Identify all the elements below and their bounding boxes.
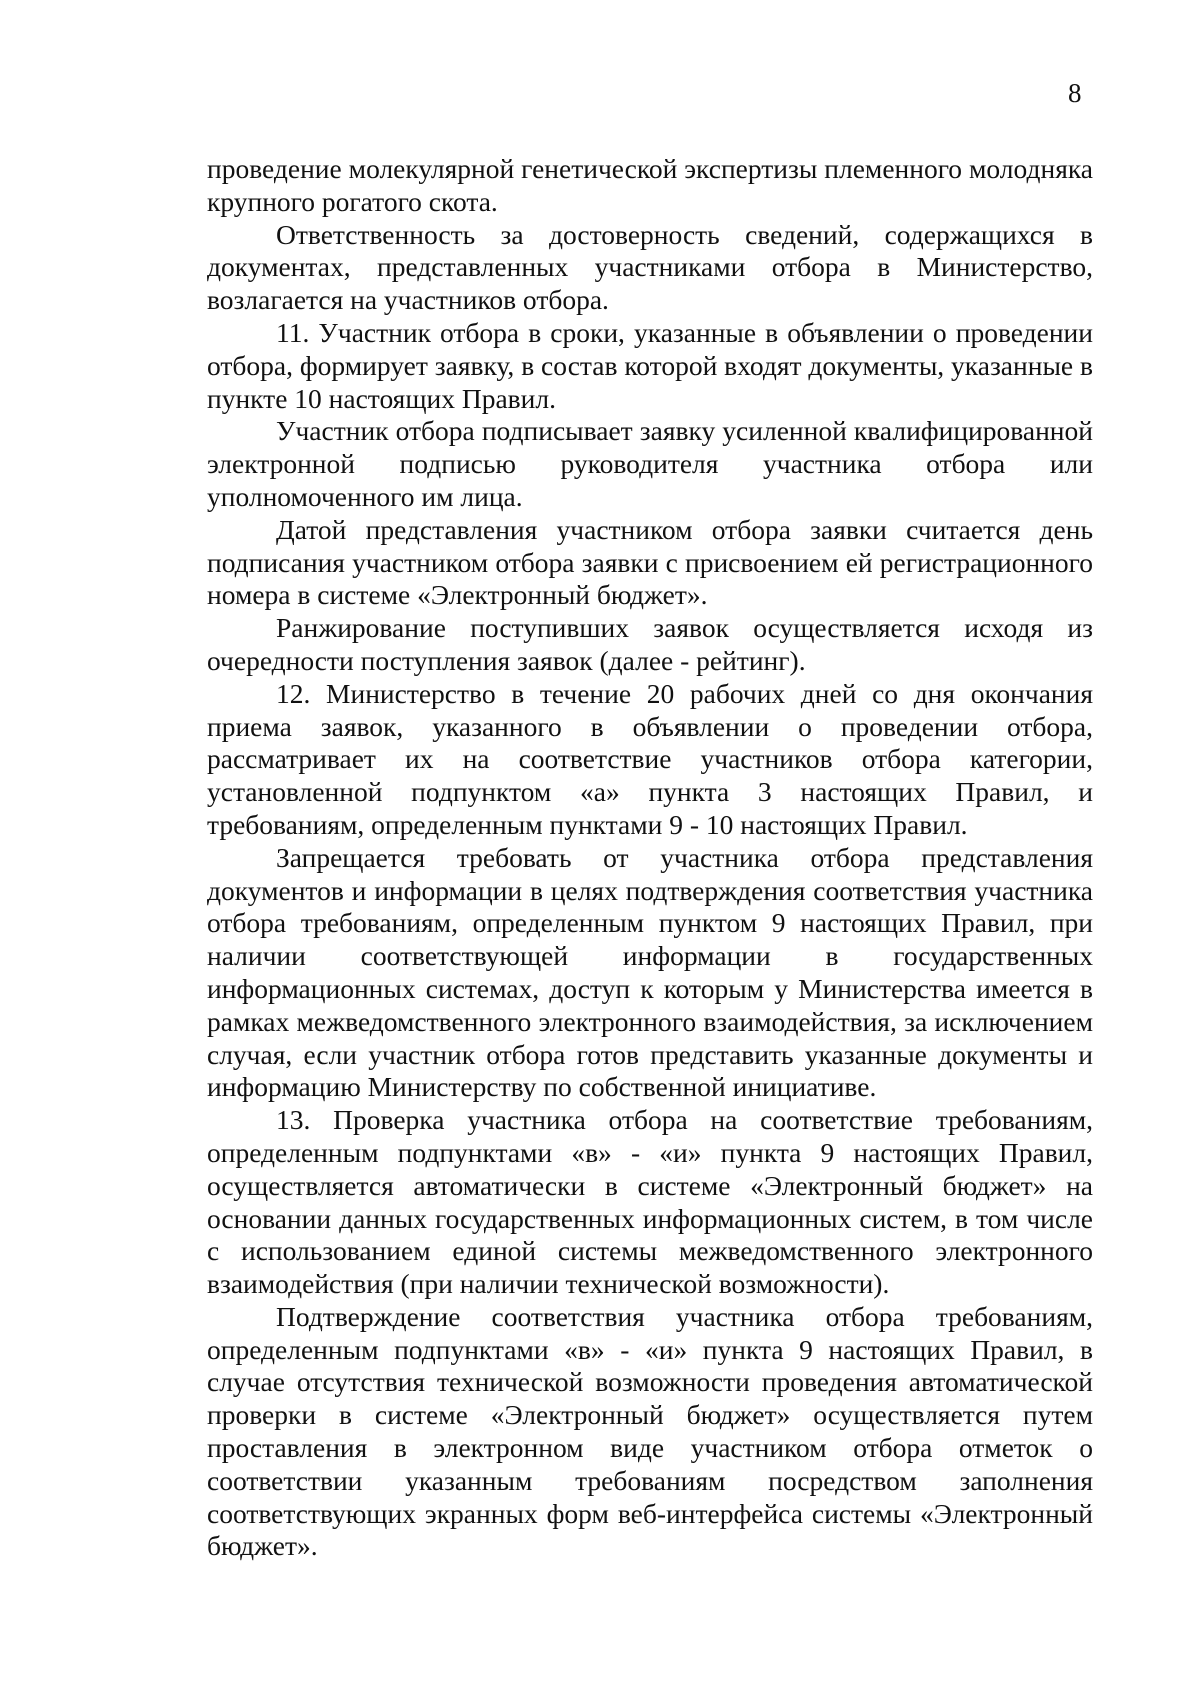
paragraph-continuation: проведение молекулярной генетической экспертизы племенного молодняка крупного рогатого скота. — [207, 153, 1093, 217]
paragraph-clause-12: 12. Министерство в течение 20 рабочих дней со дня окончания приема заявок, указанного в объявлении о проведении отбора, рассматривает их на соответствие участников отбора категории, установленной подпунктом «а» пункта 3 настоящих Правил, и требованиям, определенным пунктами 9 - 10 настоящих Правил. — [207, 677, 1093, 840]
paragraph-signature: Участник отбора подписывает заявку усиленной квалифицированной электронной подписью руководителя участника отбора или уполномоченного им лица. — [207, 415, 1093, 512]
paragraph-confirmation: Подтверждение соответствия участника отбора требованиям, определенным подпунктами «в» - «и» пункта 9 настоящих Правил, в случае отсутствия технической возможности проведения автоматической проверки в системе «Электронный бюджет» осуществляется путем проставления в электронном виде участником отбора отметок о соответствии указанным требованиям посредством заполнения соответствующих экранных форм веб-интерфейса системы «Электронный бюджет». — [207, 1300, 1093, 1562]
page-number: 8 — [1068, 78, 1082, 108]
paragraph-prohibition: Запрещается требовать от участника отбора представления документов и информации в целях подтверждения соответствия участника отбора требованиям, определенным пунктом 9 настоящих Правил, при наличии соответствующей информации в государственных информационных системах, доступ к которым у Министерства имеется в рамках межведомственного электронного взаимодействия, за исключением случая, если участник отбора готов представить указанные документы и информацию Министерству по собственной инициативе. — [207, 841, 1093, 1103]
paragraph-clause-11: 11. Участник отбора в сроки, указанные в объявлении о проведении отбора, формирует заявку, в состав которой входят документы, указанные в пункте 10 настоящих Правил. — [207, 316, 1093, 414]
document-body — [207, 153, 1093, 1563]
paragraph-clause-13: 13. Проверка участника отбора на соответствие требованиям, определенным подпунктами «в» - «и» пункта 9 настоящих Правил, осуществляется автоматически в системе «Электронный бюджет» на основании данных государственных информационных систем, в том числе с использованием единой системы межведомственного электронного взаимодействия (при наличии технической возможности). — [207, 1104, 1093, 1300]
paragraph-responsibility: Ответственность за достоверность сведений, содержащихся в документах, представленных участниками отбора в Министерство, возлагается на участников отбора. — [207, 218, 1093, 316]
paragraph-submission-date: Датой представления участником отбора заявки считается день подписания участником отбора заявки с присвоением ей регистрационного номера в системе «Электронный бюджет». — [207, 513, 1093, 611]
paragraph-ranking: Ранжирование поступивших заявок осуществляется исходя из очередности поступления заявок (далее - рейтинг). — [207, 612, 1093, 676]
